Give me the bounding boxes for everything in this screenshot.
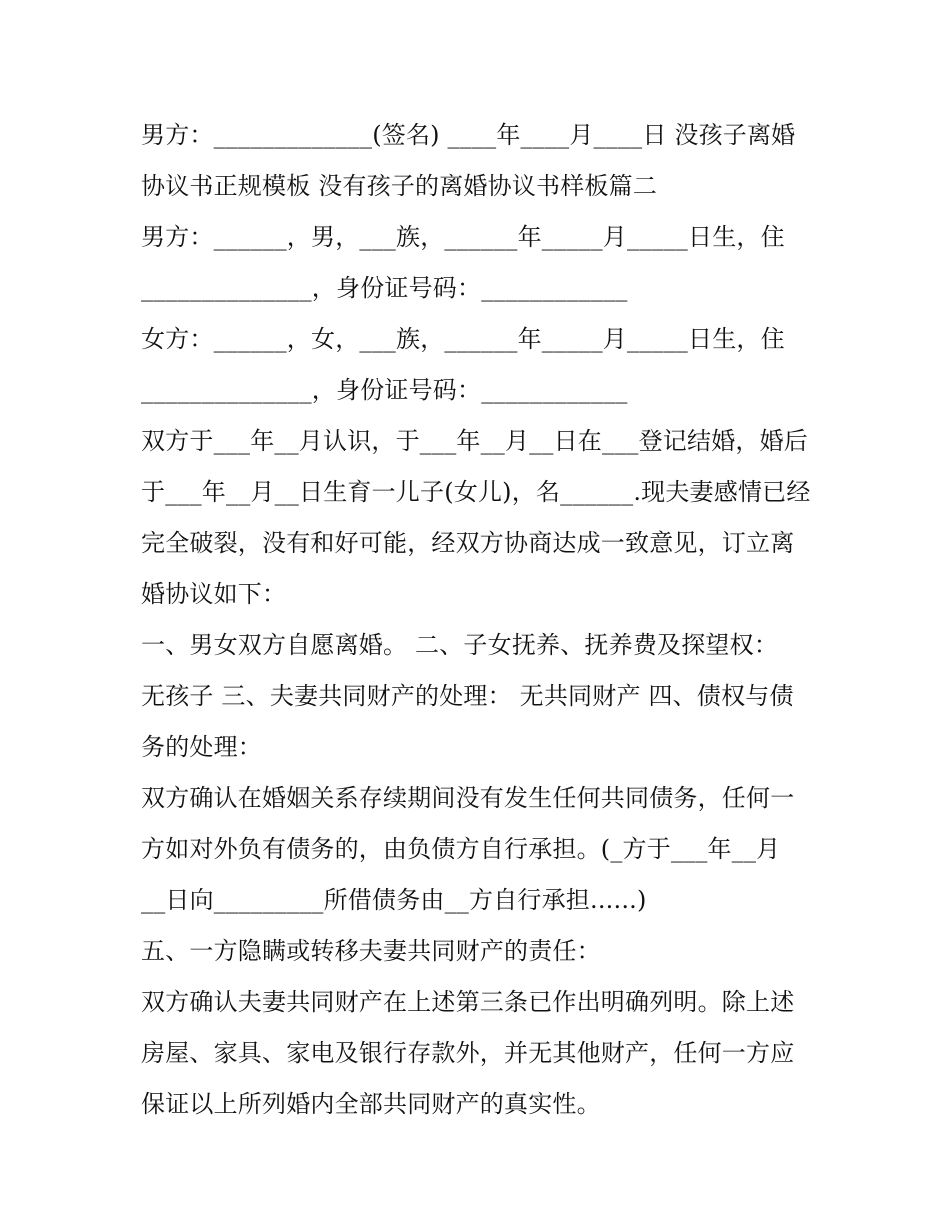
- text-line: 男方：_____________(签名) ____年____月____日 没孩子离婚: [141, 121, 796, 149]
- text-line: 无孩子 三、夫妻共同财产的处理： 无共同财产 四、债权与债: [141, 682, 794, 710]
- text-line: 婚协议如下：: [141, 580, 287, 608]
- text-line: 五、一方隐瞒或转移夫妻共同财产的责任：: [141, 937, 601, 965]
- text-line: 协议书正规模板 没有孩子的离婚协议书样板篇二: [141, 172, 658, 200]
- text-line: 务的处理：: [141, 733, 262, 761]
- text-line: 男方：______，男，___族，______年_____月_____日生，住: [141, 223, 785, 251]
- text-line: 完全破裂，没有和好可能，经双方协商达成一致意见，订立离: [141, 529, 795, 557]
- text-line: 于___年__月__日生育一儿子(女儿)，名______.现夫妻感情已经: [141, 478, 811, 506]
- text-line: 女方：______，女，___族，______年_____月_____日生，住: [141, 325, 785, 353]
- text-line: 保证以上所列婚内全部共同财产的真实性。: [141, 1090, 601, 1118]
- text-line: ______________，身份证号码：____________: [141, 274, 628, 302]
- document-body: [141, 110, 821, 1130]
- text-line: __日向_________所借债务由__方自行承担......): [141, 886, 647, 914]
- text-line: 房屋、家具、家电及银行存款外，并无其他财产，任何一方应: [141, 1039, 795, 1067]
- text-line: 一、男女双方自愿离婚。 二、子女抚养、抚养费及探望权：: [141, 631, 779, 659]
- text-line: 双方确认在婚姻关系存续期间没有发生任何共同债务，任何一: [141, 784, 795, 812]
- text-line: 双方于___年__月认识，于___年__月__日在___登记结婚，婚后: [141, 427, 808, 455]
- text-line: 双方确认夫妻共同财产在上述第三条已作出明确列明。除上述: [141, 988, 795, 1016]
- text-line: 方如对外负有债务的，由负债方自行承担。(_方于___年__月: [141, 835, 781, 863]
- text-line: ______________，身份证号码：____________: [141, 376, 628, 404]
